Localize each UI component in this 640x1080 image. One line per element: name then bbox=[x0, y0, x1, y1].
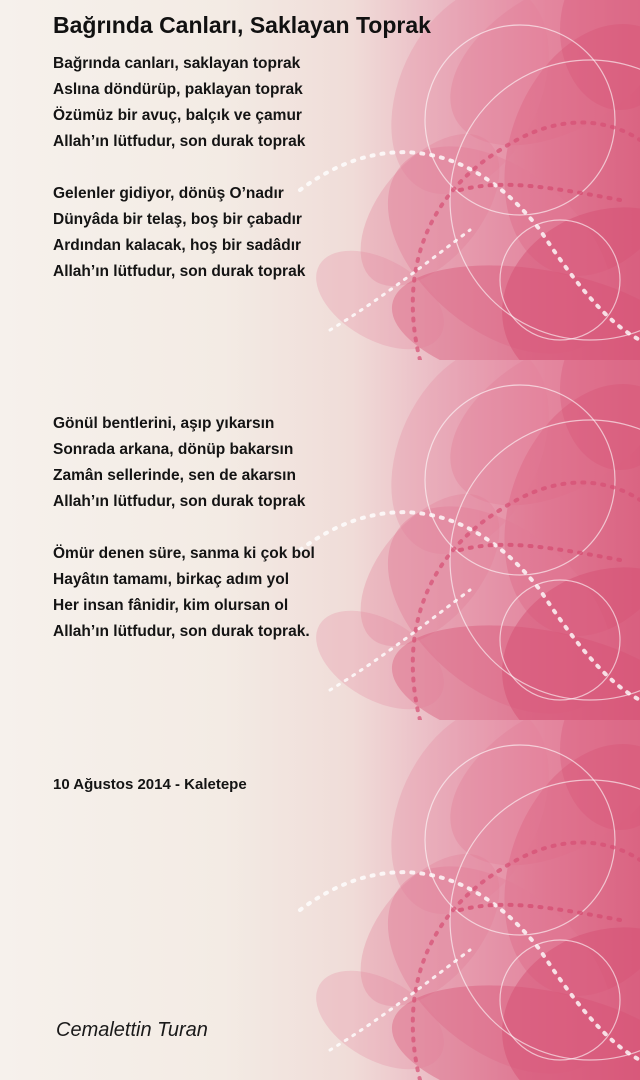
date-place: 10 Ağustos 2014 - Kaletepe bbox=[53, 776, 247, 793]
poem-line: Allah’ın lütfudur, son durak toprak bbox=[53, 263, 306, 280]
poem-line: Dünyâda bir telaş, boş bir çabadır bbox=[53, 211, 302, 228]
poem-line: Bağrında canları, saklayan toprak bbox=[53, 55, 301, 72]
poem-line: Ömür denen süre, sanma ki çok bol bbox=[53, 545, 315, 562]
poem-line: Allah’ın lütfudur, son durak toprak bbox=[53, 493, 306, 510]
poem-title: Bağrında Canları, Saklayan Toprak bbox=[53, 12, 431, 38]
stanza bbox=[53, 51, 305, 155]
stanza bbox=[53, 411, 305, 515]
poem-line: Gelenler gidiyor, dönüş O’nadır bbox=[53, 185, 284, 202]
stanza bbox=[53, 541, 315, 645]
poem-line: Allah’ın lütfudur, son durak toprak bbox=[53, 133, 306, 150]
author-name: Cemalettin Turan bbox=[56, 1019, 208, 1041]
poem-line: Ardından kalacak, hoş bir sadâdır bbox=[53, 237, 302, 254]
poem-line: Zamân sellerinde, sen de akarsın bbox=[53, 467, 296, 484]
poem-line: Her insan fânidir, kim olursan ol bbox=[53, 597, 289, 614]
poem-line: Gönül bentlerini, aşıp yıkarsın bbox=[53, 415, 275, 432]
poem-line: Aslına döndürüp, paklayan toprak bbox=[53, 81, 303, 98]
stanza bbox=[53, 181, 305, 285]
poem-line: Allah’ın lütfudur, son durak toprak. bbox=[53, 623, 310, 640]
poem-line: Sonrada arkana, dönüp bakarsın bbox=[53, 441, 294, 458]
poem-line: Özümüz bir avuç, balçık ve çamur bbox=[53, 107, 302, 124]
poem-line: Hayâtın tamamı, birkaç adım yol bbox=[53, 571, 290, 588]
